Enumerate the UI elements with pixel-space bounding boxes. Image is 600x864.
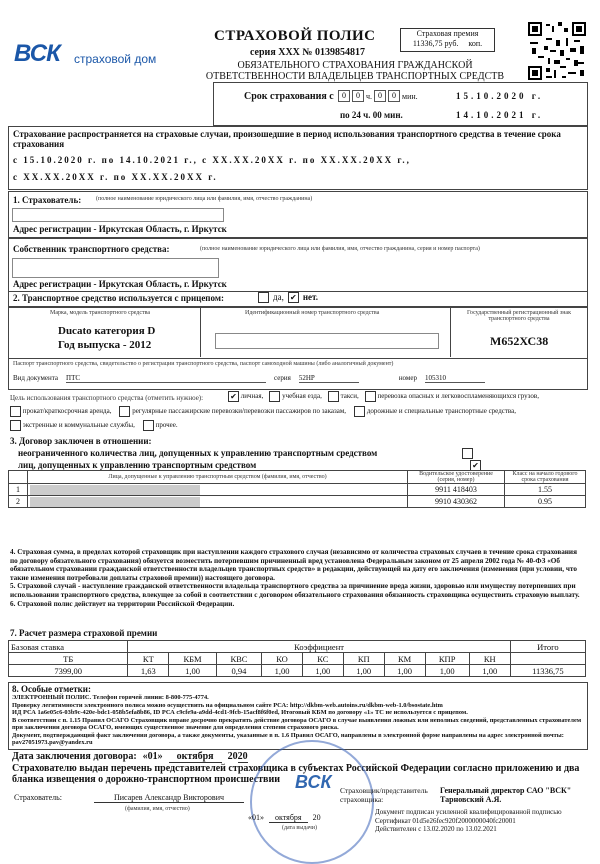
vehicle-plate-header: Государственный регистрационный знак транспортного средства: [466, 310, 572, 322]
purpose-regular[interactable]: регулярные пассажирские перевозки/перевозки пассажиров по заказам,: [119, 406, 346, 417]
digital-signature: [375, 808, 562, 834]
term-p5: 5. Страховой случай - наступление гражданской ответственности владельца транспортного средства за причинение вреда жизни, здоровью или имуществу потерпевших при использовании транспортного средства, влекущее за собой в соответствии с договором обязательного страхования обязанность страховщика осуществить страховую выплату.: [10, 582, 580, 599]
insurer-sign-label: Страховщик/представитель: [340, 786, 428, 795]
vehicle-divider-1: [200, 307, 201, 357]
coverage-line-1: с 15.10.2020 г. по 14.10.2021 г., с ХХ.ХХ.20ХХ г. по ХХ.ХХ.20ХХ г.,: [13, 155, 411, 165]
notes-line-5: Документ, подтверждающий факт заключения договора, а также документы, указанные в п. 1.6 Правил ОСАГО, направлены в электронной форме направлены на адрес электронной почты:: [12, 731, 564, 739]
doc-number-label: номер: [398, 374, 417, 382]
notes-line-6: pav27051973.pav@yandex.ru: [12, 739, 93, 746]
vehicle-model: Ducato категория D: [58, 325, 156, 337]
purpose-rental[interactable]: прокат/краткосрочная аренда,: [10, 406, 111, 417]
vehicle-plate: М652ХС38: [490, 334, 549, 348]
purpose-options-2: [10, 406, 590, 431]
list-text: Страхователю выдан перечень представителей страховщика в субъектах Российской Федерации согласно приложению и два бланка извещения о дорожно-транспортном происшествии: [12, 763, 580, 785]
doc-series-label: серия: [274, 374, 291, 382]
term-from-time: [338, 90, 418, 102]
qr-code: [528, 22, 586, 80]
policy-series: серия ХХХ № 0139854817: [250, 47, 365, 58]
notes-line-1: ЭЛЕКТРОННЫЙ ПОЛИС. Телефон горячей линии: 8-800-775-4774.: [12, 694, 209, 701]
term-to-label: по 24 ч. 00 мин.: [340, 110, 403, 120]
doc-type-label: Вид документа: [13, 374, 59, 382]
calc-cols: ТБ КТ КБМ КВС КО КС КП КМ КПР КН: [9, 653, 586, 665]
owner-label: Собственник транспортного средства:: [13, 244, 170, 254]
col-person: Лица, допущенные к управлению транспортным средством (фамилия, имя, отчество): [28, 471, 408, 484]
company-logo-text: страховой дом: [74, 52, 157, 66]
owner-address: Адрес регистрации - Иркутская Область, г. Иркутск: [13, 279, 227, 289]
col-class: Класс на начало годового срока страхования: [505, 471, 586, 484]
signature-text: Документ подписан усиленной квалифицированной подписью: [375, 808, 562, 816]
term-p4: 4. Страховая сумма, в пределах которой страховщик при наступлении каждого страхового случая (независимо от количества страховых случаев в течение срока страхования по договору обязательного страхования) обязуется возместить потерпевшим причиненный вред установлена Федеральным законом от 25 апреля 2002 года № 40-ФЗ «Об обязательном страховании гражданской ответственности владельцев транспортных средств» в редакции, действующей на дату его заключения (изменения (при условии, что такие изменения потребовали доплаты страховой премии)) настоящего договора.: [10, 548, 577, 582]
vehicle-model-header: Марка, модель транспортного средства: [50, 310, 151, 316]
trailer-no-label: нет.: [302, 292, 319, 302]
issue-year: 20: [312, 813, 321, 822]
calc-label: 7. Расчет размера страховой премии: [10, 628, 158, 638]
drivers-limited-checkbox[interactable]: ✔: [470, 460, 481, 471]
contract-month: октября: [169, 751, 222, 763]
issue-date: «01» октября 20: [248, 813, 321, 822]
company-logo: ВСК: [14, 40, 60, 67]
purpose-taxi[interactable]: такси,: [328, 391, 359, 402]
coverage-line-2: с ХХ.ХХ.20ХХ г. по ХХ.ХХ.20ХХ г.: [13, 172, 218, 182]
premium-value: 11336,75 руб.: [412, 39, 459, 48]
issue-date-hint: (дата выдачи): [282, 825, 317, 831]
calc-values: 7399,00 1,63 1,00 0,94 1,00 1,00 1,00 1,00 1,00 1,00 11336,75: [9, 665, 586, 677]
calc-total-header: Итого: [510, 641, 585, 653]
vehicle-year: Год выпуска - 2012: [58, 339, 152, 351]
calc-table: [8, 640, 586, 677]
term-hour-1: 0: [338, 90, 350, 102]
signature-cert: Сертификат 01d5e26fec920f2000000040fc20001: [375, 816, 516, 825]
terms-section: [10, 548, 586, 608]
coverage-text: Страхование распространяется на страховые случаи, произошедшие в период использования транспортного средства в течение срока страхования: [13, 129, 561, 149]
term-min-1: 0: [374, 90, 386, 102]
vehicle-vin-field: [215, 333, 439, 349]
drivers-table: [8, 470, 586, 508]
premium-kop: коп.: [468, 39, 483, 48]
contract-date-label: Дата заключения договора:: [12, 751, 137, 762]
insured-sign-name: Писарев Александр Викторович: [94, 793, 244, 803]
premium-label: Страховая премия: [416, 29, 479, 38]
purpose-label: Цель использования транспортного средства (отметить нужное):: [10, 394, 204, 402]
insurer-sign-sub: страховщика:: [340, 795, 384, 804]
purpose-options: [228, 391, 588, 402]
stamp-logo: ВСК: [295, 772, 332, 792]
notes-line-3: ИД РСА 1a6e05c6-03b9c-420e-bdc1-058b5efa8b86, ID РСА c9cfe9a-a9dd-4cd1-9fcb-15acf8f6f0ed, Итоговый КБМ по договору «1» ТС не используется с прицепом.: [12, 709, 468, 716]
vehicle-vin-header: Идентификационный номер транспортного средства: [245, 310, 380, 316]
notes-label: 8. Особые отметки:: [12, 684, 91, 694]
drivers-label: 3. Договор заключен в отношении:: [10, 436, 152, 446]
trailer-label: 2. Транспортное средство используется с прицепом:: [13, 293, 224, 303]
term-min-2: 0: [388, 90, 400, 102]
insured-label: 1. Страхователь:: [13, 195, 82, 205]
notes-line-4: В соответствии с п. 1.15 Правил ОСАГО Страховщик вправе досрочно прекратить действие договора ОСАГО в случае выявления ложных или неполных сведений, представленных страхователем при заключении договора ОСАГО, имеющих существенное значение для определения степени страхового риска.: [12, 716, 582, 731]
table-row: 1 9911 418403 1.55: [9, 484, 586, 496]
policy-subtitle: ОБЯЗАТЕЛЬНОГО СТРАХОВАНИЯ ГРАЖДАНСКОЙ ОТВЕТСТВЕННОСТИ ВЛАДЕЛЬЦЕВ ТРАНСПОРТНЫХ СРЕДСТВ: [205, 60, 505, 82]
owner-name-field: [12, 258, 219, 278]
passport-header: Паспорт транспортного средства, свидетельство о регистрации транспортного средства, паспорт самоходной машины (либо аналогичный документ): [13, 361, 394, 367]
trailer-yes-checkbox[interactable]: [258, 292, 269, 303]
purpose-other[interactable]: прочее.: [143, 420, 178, 431]
purpose-training[interactable]: учебная езда,: [269, 391, 322, 402]
term-hour-label: ч.: [366, 91, 373, 101]
purpose-emergency[interactable]: экстренные и коммунальные службы,: [10, 420, 135, 431]
vehicle-divider-2: [450, 307, 451, 357]
purpose-personal[interactable]: ✔ личная,: [228, 391, 263, 402]
term-to-date: 14.10.2021 г.: [456, 110, 544, 120]
term-min-label: мин.: [402, 91, 418, 101]
term-from-label: Срок страхования с: [244, 91, 334, 102]
calc-base-header: Базовая ставка: [9, 641, 128, 653]
driver-name-redacted: [28, 484, 408, 496]
insured-sign-hint: (фамилия, имя, отчество): [125, 806, 190, 812]
doc-series-value: 52НР: [299, 374, 359, 383]
issue-month: октября: [269, 813, 308, 823]
page-title: СТРАХОВОЙ ПОЛИС: [214, 28, 376, 44]
drivers-table-header: [9, 471, 586, 484]
issue-day: 01: [252, 813, 260, 822]
purpose-special[interactable]: дорожные и специальные транспортные средства,: [354, 406, 516, 417]
purpose-hazardous[interactable]: перевозка опасных и легковоспламеняющихся грузов,: [365, 391, 539, 402]
insurer-sign-name: Генеральный директор САО "ВСК" Тарновский А.Я.: [440, 786, 572, 804]
signature-valid: Действителен с 13.02.2020 по 13.02.2021: [375, 825, 497, 833]
insured-sign-label: Страхователь:: [14, 793, 62, 802]
table-row: 2 9910 430362 0.95: [9, 496, 586, 508]
notes-section: [12, 684, 582, 747]
contract-date: Дата заключения договора: «01» октября 2020: [12, 751, 248, 762]
term-p6: 6. Страховой полис действует на территории Российской Федерации.: [10, 599, 235, 608]
contract-day: 01: [147, 751, 158, 762]
doc-type-value: ПТС: [66, 374, 266, 383]
trailer-options: [258, 292, 318, 303]
drivers-limited: лиц, допущенных к управлению транспортным средством: [18, 460, 257, 470]
calc-total: 11336,75: [510, 665, 585, 677]
doc-number-value: 105310: [425, 374, 485, 383]
trailer-yes-label: да,: [273, 292, 284, 302]
term-hour-2: 0: [352, 90, 364, 102]
insured-name-field: [12, 208, 224, 222]
col-license: Водительское удостоверение (серия, номер): [408, 471, 505, 484]
driver-name-redacted: [28, 496, 408, 508]
contract-year: 20: [237, 751, 248, 762]
trailer-no-checkbox[interactable]: ✔: [288, 292, 299, 303]
calc-coef-header: Коэффициент: [128, 641, 510, 653]
insured-hint: (полное наименование юридического лица или фамилия, имя, отчество гражданина): [96, 196, 313, 202]
insured-address: Адрес регистрации - Иркутская Область, г. Иркутск: [13, 224, 227, 234]
drivers-unlimited-checkbox[interactable]: [462, 448, 473, 459]
term-from-date: 15.10.2020 г.: [456, 91, 544, 101]
premium-box: [400, 28, 495, 52]
insurer-sign: [340, 786, 428, 804]
passport-row: [13, 374, 485, 383]
notes-line-2: Проверку легитимности электронного полиса можно осуществить на официальном сайте РСА: http://dkbm-web.autoins.ru/dkbm-web-1.0/bsostate.htm: [12, 701, 443, 709]
owner-hint: (полное наименование юридического лица или фамилия, имя, отчество гражданина, серия и номер паспорта): [200, 246, 480, 252]
insured-sign: [14, 793, 244, 803]
drivers-unlimited: неограниченного количества лиц, допущенных к управлению транспортным средством: [18, 448, 378, 458]
